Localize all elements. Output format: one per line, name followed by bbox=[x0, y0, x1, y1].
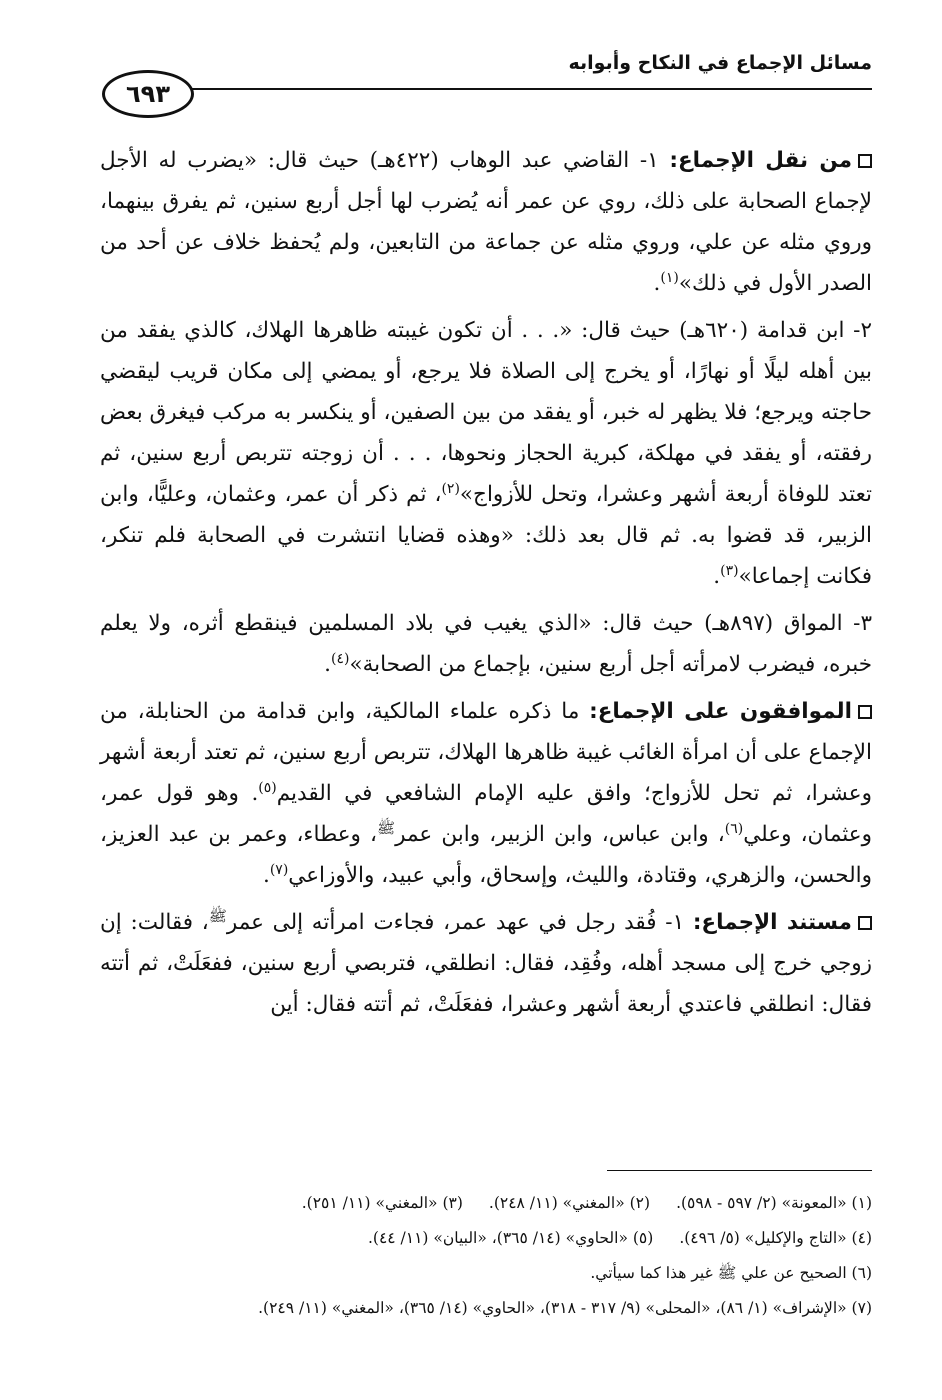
main-text bbox=[100, 140, 872, 1031]
footnote-row bbox=[100, 1186, 872, 1221]
footnote-ref: (٣) bbox=[720, 562, 739, 579]
heading-naql: من نقل الإجماع: bbox=[669, 148, 853, 173]
footnote-ref: (٤) bbox=[330, 650, 350, 667]
footnote-5: (٥) «الحاوي» (١٤/ ٣٦٥)، «البيان» (١١/ ٤٤). bbox=[367, 1229, 654, 1247]
page-number: ٦٩٣ bbox=[102, 70, 194, 118]
footnote-ref: (٦) bbox=[724, 820, 744, 837]
footnote-ref: (٥) bbox=[258, 779, 277, 796]
text: ١- القاضي عبد الوهاب (٤٢٢هـ) حيث قال: «يضرب له الأجل لإجماع الصحابة على ذلك، روي عن عمر أنه يُضرب لها أجل أربع سنين، ثم يفرق بينهما، وروي مثله عن علي، وروي مثله عن جماعة من التابعين، ولم يُحفظ خلاف عن أحد من الصدر الأول في ذلك» bbox=[100, 148, 872, 296]
paragraph-mustanad bbox=[100, 902, 872, 1025]
header-rule bbox=[185, 88, 872, 90]
text: ، وعطاء، وعمر بن عبد العزيز، والحسن، والزهري، وقتادة، والليث، وإسحاق، وأبي عبيد، والأوزاعي bbox=[100, 822, 872, 888]
square-bullet-icon bbox=[858, 154, 872, 168]
text: ، وابن عباس، وابن الزبير، وابن عمر bbox=[395, 822, 725, 847]
paragraph-naql-2: ٢- ابن قدامة (٦٢٠هـ) حيث قال: «. . . أن تكون غيبته ظاهرها الهلاك، كالذي يفقد من بين أهله ليلًا أو نهارًا، أو يخرج إلى الصلاة فلا يرجع، أو يمضي إلى مكان قريب ليقضي حاجته ويرجع؛ فلا يظهر له خبر، أو يفقد من بين الصفين، أو ينكسر به مركب فيغرق بعض رفقته، أو يفقد في مهلكة، كبرية الحجاز ونحوها، . . . أن زوجته تتربص أربع سنين، ثم تعتد للوفاة أربعة أشهر وعشرا، وتحل للأزواج»$^{(٢)}$، ثم ذكر أن عمر، وعثمان، وعليًّا، وابن الزبير، قد قضوا به. ثم قال بعد ذلك: «وهذه قضايا انتشرت في الصحابة فلم تنكر، فكانت إجماعا»$^{(٣)}$. bbox=[100, 318, 872, 589]
text: ٢- ابن قدامة (٦٢٠هـ) حيث قال: «. . . أن تكون غيبته ظاهرها الهلاك، كالذي يفقد من بين أهله ليلًا أو نهارًا، أو يخرج إلى الصلاة فلا يرجع، أو يمضي إلى مكان قريب ليقضي حاجته ويرجع؛ فلا يظهر له خبر، أو يفقد من بين الصفين، أو ينكسر به مركب فيغرق بعض رفقته، أو يفقد في مهلكة، كبرية الحجاز ونحوها، . . . أن زوجته تتربص أربع سنين، ثم تعتد للوفاة أربعة أشهر وعشرا، وتحل للأزواج» bbox=[100, 318, 872, 507]
text: ١- فُقد رجل في عهد عمر، فجاءت امرأته إلى عمر bbox=[226, 910, 685, 935]
text: ، ثم ذكر أن عمر، وعثمان، وعليًّا، وابن الزبير، قد قضوا به. ثم قال بعد ذلك: «وهذه قضايا انتشرت في الصحابة فلم تنكر، فكانت إجماعا» bbox=[100, 482, 872, 589]
paragraph-naql-1: من نقل الإجماع: ١- القاضي عبد الوهاب (٤٢٢هـ) حيث قال: «يضرب له الأجل لإجماع الصحابة على ذلك، روي عن عمر أنه يُضرب لها أجل أربع سنين، ثم يفرق بينهما، وروي مثله عن علي، وروي مثله عن جماعة من التابعين، ولم يُحفظ خلاف عن أحد من الصدر الأول في ذلك»$^{(١)}$. bbox=[100, 148, 872, 296]
footnote-7: (٧) «الإشراف» (١/ ٨٦)، «المحلى» (٩/ ٣١٧ - ٣١٨)، «الحاوي» (١٤/ ٣٦٥)، «المغني» (١١/ ٢٤٩). bbox=[258, 1299, 872, 1317]
footnote-1: (١) «المعونة» (٢/ ٥٩٧ - ٥٩٨). bbox=[676, 1194, 872, 1212]
text: ، فقالت: إن زوجي خرج إلى مسجد أهله، وفُقِد، فقال: انطلقي، فتربصي أربع سنين، ففعَلَتْ، ثم أتته فقال: انطلقي فاعتدي أربعة أشهر وعشرا، ففعَلَتْ، ثم أتته فقال: أين bbox=[100, 910, 872, 1017]
footnote-2: (٢) «المغني» (١١/ ٢٤٨). bbox=[488, 1194, 651, 1212]
footnote-row bbox=[100, 1291, 872, 1326]
footnote-row bbox=[100, 1256, 872, 1291]
text: . وهو قول عمر، وعثمان، وعلي bbox=[100, 781, 872, 847]
paragraph-naql-3: ٣- المواق (٨٩٧هـ) حيث قال: «الذي يغيب في بلاد المسلمين فينقطع أثره، ولا يعلم خبره، فيضرب لامرأته أجل أربع سنين، بإجماع من الصحابة»$^{(٤)}$. bbox=[100, 611, 872, 677]
honorific-glyph: ﷺ bbox=[208, 906, 227, 925]
heading-mustanad: مستند الإجماع: bbox=[692, 910, 852, 935]
footnote-rule bbox=[607, 1170, 872, 1171]
footnote-6: (٦) الصحيح عن علي ﷺ غير هذا كما سيأتي. bbox=[590, 1264, 872, 1282]
footnotes bbox=[100, 1186, 872, 1326]
honorific-glyph: ﷺ bbox=[377, 818, 396, 837]
running-header-title: مسائل الإجماع في النكاح وأبوابه bbox=[568, 52, 872, 74]
footnote-row bbox=[100, 1221, 872, 1256]
footnote-4: (٤) «التاج والإكليل» (٥/ ٤٩٦). bbox=[679, 1229, 872, 1247]
text: ما ذكره علماء المالكية، وابن قدامة من الحنابلة، من الإجماع على أن امرأة الغائب غيبة ظاهرها الهلاك، تتربص أربع سنين، ثم تعتد أربعة أشهر وعشرا، ثم تحل للأزواج؛ وافق عليه الإمام الشافعي في القديم bbox=[100, 699, 872, 806]
footnote-ref: (٢) bbox=[441, 480, 460, 497]
square-bullet-icon bbox=[858, 916, 872, 930]
heading-muwafiqun: الموافقون على الإجماع: bbox=[589, 699, 852, 724]
footnote-3: (٣) «المغني» (١١/ ٢٥١). bbox=[301, 1194, 463, 1212]
footnote-ref: (١) bbox=[660, 269, 679, 286]
text: ٣- المواق (٨٩٧هـ) حيث قال: «الذي يغيب في بلاد المسلمين فينقطع أثره، ولا يعلم خبره، فيضرب لامرأته أجل أربع سنين، بإجماع من الصحابة» bbox=[100, 611, 872, 677]
paragraph-muwafiqun: الموافقون على الإجماع: ما ذكره علماء المالكية، وابن قدامة من الحنابلة، من الإجماع على أن امرأة الغائب غيبة ظاهرها الهلاك، تتربص أربع سنين، ثم تعتد أربعة أشهر وعشرا، ثم تحل للأزواج؛ وافق عليه الإمام الشافعي في القديم$^{(٥)}$. وهو قول عمر، وعثمان، وعلي$^{(٦)}$، وابن عباس، وابن الزبير، وابن عمر$^ﷺ$، وعطاء، وعمر بن عبد العزيز، والحسن، والزهري، وقتادة، والليث، وإسحاق، وأبي عبيد، والأوزاعي$^{(٧)}$. bbox=[100, 699, 872, 888]
footnote-ref: (٧) bbox=[269, 861, 289, 878]
square-bullet-icon bbox=[858, 705, 872, 719]
